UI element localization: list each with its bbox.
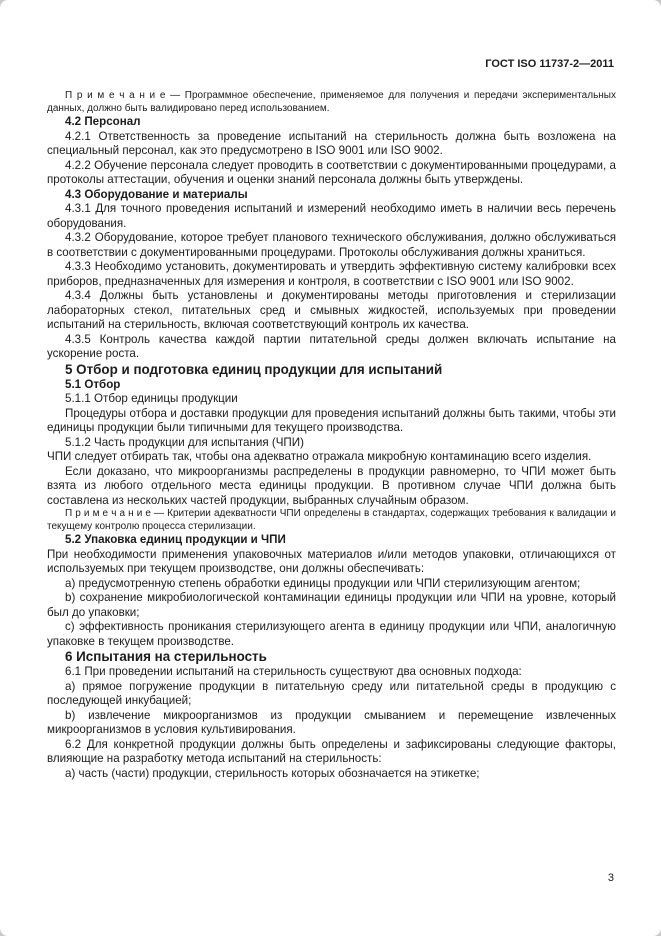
- subsection-heading: 4.2 Персонал: [65, 115, 141, 129]
- section-heading: 5 Отбор и подготовка единиц продукции для испытаний: [65, 361, 443, 377]
- subsection-heading: 5.2 Упаковка единиц продукции и ЧПИ: [65, 533, 286, 547]
- document-body: [47, 90, 616, 781]
- section-heading: 6 Испытания на стерильность: [65, 649, 267, 665]
- paragraph: 4.3.3 Необходимо установить, документировать и утвердить эффективную систему калибровки всех приборов, предназначенных для измерения и контроля, в соответствии с ISO 9001 или ISO 9002.: [47, 260, 616, 288]
- list-item: b) сохранение микробиологической контаминации единицы продукции или ЧПИ на уровне, который был до упаковки;: [47, 591, 616, 619]
- list-item: c) эффективность проникания стерилизующего агента в единицу продукции или ЧПИ, аналогичную упаковке в текущем производстве.: [47, 620, 616, 648]
- paragraph: 6.1 При проведении испытаний на стерильность существуют два основных подхода:: [65, 665, 522, 679]
- list-item: a) предусмотренную степень обработки единицы продукции или ЧПИ стерилизующим агентом;: [65, 576, 581, 590]
- paragraph: 4.3.2 Оборудование, которое требует планового технического обслуживания, должно обслуживаться в соответствии с документированными процедурами. Протоколы обслуживания должны храниться.: [47, 231, 616, 259]
- paragraph: 6.2 Для конкретной продукции должны быть определены и зафиксированы следующие факторы, влияющие на разработку метода испытаний на стерильность:: [47, 737, 616, 766]
- list-item: b) извлечение микроорганизмов из продукции смыванием и перемещение извлеченных микроорганизмов в условия культивирования.: [47, 708, 616, 737]
- paragraph: 5.1.1 Отбор единицы продукции: [65, 392, 238, 406]
- subsection-heading: 5.1 Отбор: [65, 377, 121, 391]
- paragraph: При необходимости применения упаковочных материалов и/или методов упаковки, отличающихся от используемых при текущем производстве, они должны обеспечивать:: [47, 547, 616, 576]
- paragraph: Если доказано, что микроорганизмы распределены в продукции равномерно, то ЧПИ может быть взята из любого отдельного места единицы продукции. В противном случае ЧПИ должна быть составлена из нескольких частей продукции, выбранных случайным образом.: [47, 464, 616, 507]
- note-paragraph: П р и м е ч а н и е — Программное обеспечение, применяемое для получения и передачи экспериментальных данных, должно быть валидировано перед использованием.: [47, 90, 616, 114]
- paragraph: 4.3.1 Для точного проведения испытаний и измерений необходимо иметь в наличии весь перечень оборудования.: [47, 202, 616, 230]
- paragraph: Процедуры отбора и доставки продукции для проведения испытаний должны быть такими, чтобы эти единицы продукции были типичными для текущего производства.: [47, 406, 616, 435]
- list-item: a) часть (части) продукции, стерильность которых обозначается на этикетке;: [65, 766, 480, 780]
- note-paragraph: П р и м е ч а н и е — Критерии адекватности ЧПИ определены в стандартах, содержащих требования к валидации и текущему контролю процесса стерилизации.: [47, 508, 616, 532]
- paragraph: 4.3.4 Должны быть установлены и документированы методы приготовления и стерилизации лабораторных стекол, питательных сред и смывных жидкостей, используемых при проведении испытаний на стерильность, включая соответствующий контроль их качества.: [47, 289, 616, 332]
- paragraph: ЧПИ следует отбирать так, чтобы она адекватно отражала микробную контаминацию всего изделия.: [47, 450, 592, 464]
- page-number: 3: [607, 872, 614, 884]
- paragraph: 4.3.5 Контроль качества каждой партии питательной среды должен включать испытание на ускорение роста.: [47, 332, 616, 361]
- paragraph: 4.2.1 Ответственность за проведение испытаний на стерильность должна быть возложена на специальный персонал, как это предусмотрено в ISO 9001 или ISO 9002.: [47, 129, 616, 158]
- list-item: a) прямое погружение продукции в питательную среду или питательной среды в продукцию с последующей инкубацией;: [47, 679, 616, 708]
- standard-number: ГОСТ ISO 11737-2—2011: [485, 58, 614, 70]
- subsection-heading: 4.3 Оборудование и материалы: [65, 187, 248, 201]
- paragraph: 5.1.2 Часть продукции для испытания (ЧПИ): [65, 435, 304, 449]
- paragraph: 4.2.2 Обучение персонала следует проводить в соответствии с документированными процедурами, а протоколы аттестации, обучения и оценки знаний персонала должны быть утверждены.: [47, 158, 616, 187]
- document-header: [47, 58, 614, 70]
